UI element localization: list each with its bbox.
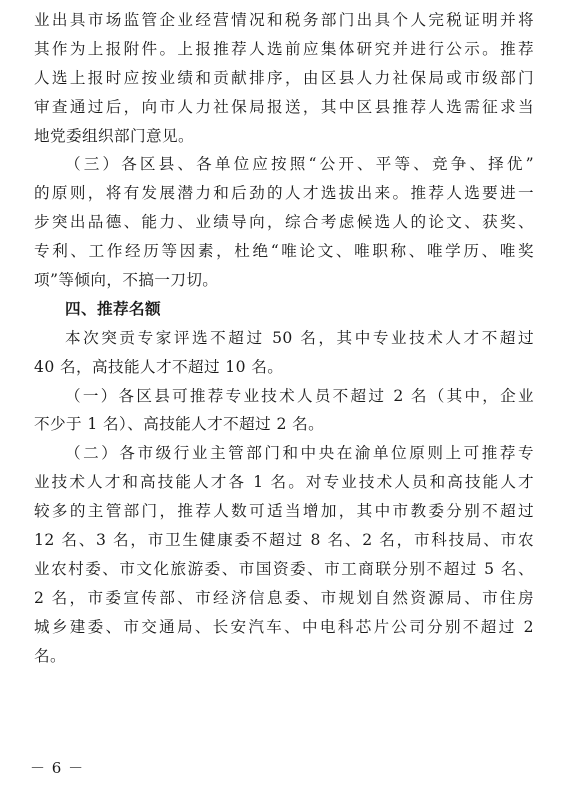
paragraph-5-line-7: 城乡建委、市交通局、长安汽车、中电科芯片公司分别不超过 2 <box>34 617 534 636</box>
paragraph-4-line-2: 不少于 1 名）、高技能人才不超过 2 名。 <box>34 415 325 434</box>
paragraph-2-line-5: 项”等倾向，不搞一刀切。 <box>34 271 219 290</box>
paragraph-2-line-4: 专利、工作经历等因素，杜绝“唯论文、唯职称、唯学历、唯奖 <box>34 242 534 261</box>
paragraph-3-line-1: 本次突贡专家评选不超过 50 名，其中专业技术人才不超过 <box>65 328 534 347</box>
paragraph-2-line-2: 的原则，将有发展潜力和后劲的人才选拔出来。推荐人选要进一 <box>34 184 534 203</box>
paragraph-1-line-2: 其作为上报附件。上报推荐人选前应集体研究并进行公示。推荐 <box>34 39 534 58</box>
paragraph-3-line-2: 40 名，高技能人才不超过 10 名。 <box>34 357 284 376</box>
document-page <box>34 6 534 670</box>
page-number: － 6 － <box>30 759 85 777</box>
paragraph-5-line-5: 业农村委、市文化旅游委、市国资委、市工商联分别不超过 5 名、 <box>34 559 534 578</box>
paragraph-5-line-3: 较多的主管部门，推荐人数可适当增加，其中市教委分别不超过 <box>34 502 534 521</box>
paragraph-5-line-1: （二）各市级行业主管部门和中央在渝单位原则上可推荐专 <box>65 444 534 463</box>
section-heading-recommendation-quota: 四、推荐名额 <box>65 299 161 318</box>
paragraph-2-line-1: （三）各区县、各单位应按照“公开、平等、竞争、择优” <box>65 155 534 174</box>
paragraph-5-line-6: 2 名，市委宣传部、市经济信息委、市规划自然资源局、市住房 <box>34 588 534 607</box>
paragraph-5-line-4: 12 名、3 名，市卫生健康委不超过 8 名、2 名，市科技局、市农 <box>34 531 534 550</box>
paragraph-5-line-2: 业技术人才和高技能人才各 1 名。对专业技术人员和高技能人才 <box>34 473 534 492</box>
paragraph-1-line-5: 地党委组织部门意见。 <box>34 126 194 145</box>
paragraph-2-line-3: 步突出品德、能力、业绩导向，综合考虑候选人的论文、获奖、 <box>34 213 534 232</box>
paragraph-1-line-3: 人选上报时应按业绩和贡献排序，由区县人力社保局或市级部门 <box>34 68 534 87</box>
paragraph-1-line-4: 审查通过后，向市人力社保局报送，其中区县推荐人选需征求当 <box>34 97 534 116</box>
paragraph-5-line-8: 名。 <box>34 646 66 665</box>
paragraph-1-line-1: 业出具市场监管企业经营情况和税务部门出具个人完税证明并将 <box>34 11 534 29</box>
paragraph-4-line-1: （一）各区县可推荐专业技术人员不超过 2 名（其中，企业 <box>65 386 534 405</box>
